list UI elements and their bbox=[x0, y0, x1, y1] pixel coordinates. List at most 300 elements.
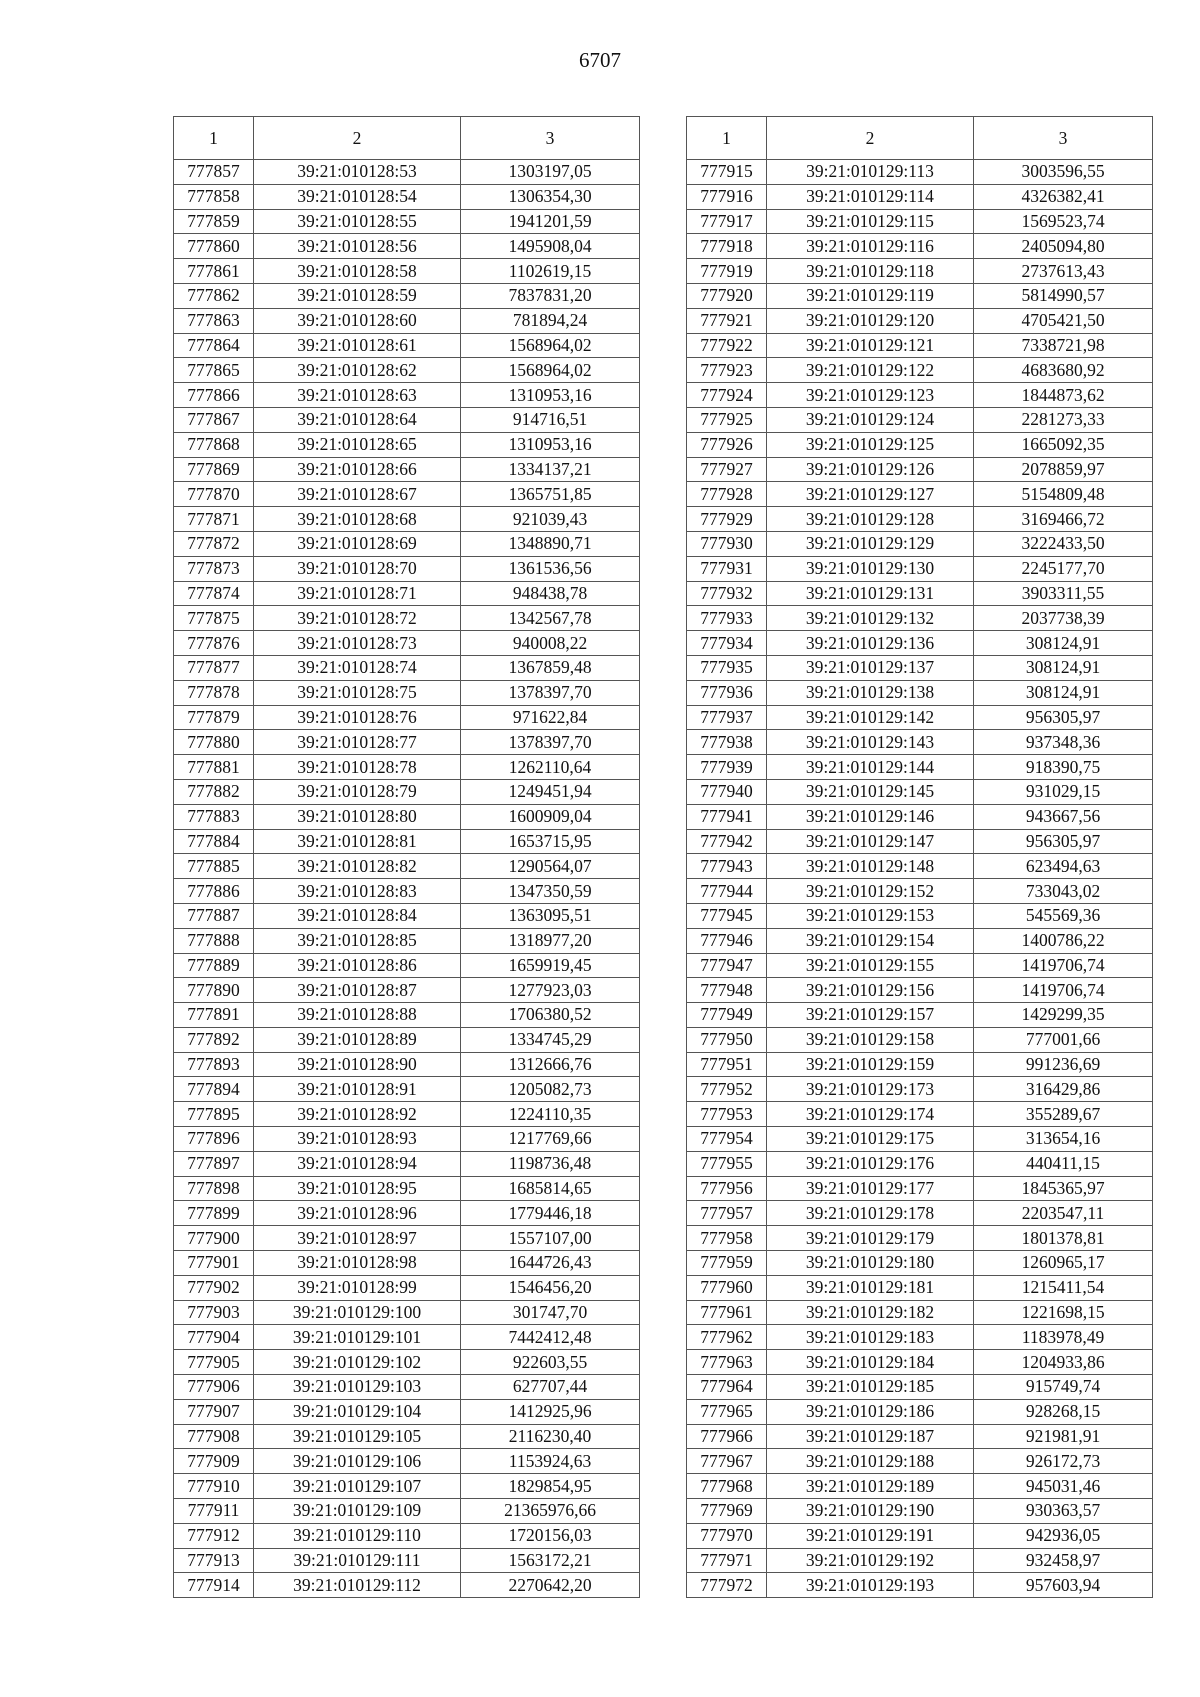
value-cell: 1685814,65 bbox=[461, 1176, 640, 1201]
value-cell: 1224110,35 bbox=[461, 1102, 640, 1127]
value-cell: 1365751,85 bbox=[461, 482, 640, 507]
value-cell: 2245177,70 bbox=[974, 556, 1153, 581]
cadastral-number-cell: 39:21:010129:143 bbox=[767, 730, 974, 755]
row-number-cell: 777944 bbox=[687, 879, 767, 904]
table-row bbox=[687, 1350, 1153, 1375]
row-number-cell: 777956 bbox=[687, 1176, 767, 1201]
cadastral-number-cell: 39:21:010128:82 bbox=[254, 854, 461, 879]
row-number-cell: 777895 bbox=[174, 1102, 254, 1127]
value-cell: 1310953,16 bbox=[461, 432, 640, 457]
value-cell: 1306354,30 bbox=[461, 184, 640, 209]
cadastral-number-cell: 39:21:010129:118 bbox=[767, 259, 974, 284]
table-row bbox=[174, 1325, 640, 1350]
value-cell: 1221698,15 bbox=[974, 1300, 1153, 1325]
table-row bbox=[174, 928, 640, 953]
value-cell: 1361536,56 bbox=[461, 556, 640, 581]
table-row bbox=[174, 1251, 640, 1276]
cadastral-number-cell: 39:21:010129:136 bbox=[767, 631, 974, 656]
row-number-cell: 777936 bbox=[687, 680, 767, 705]
value-cell: 921981,91 bbox=[974, 1424, 1153, 1449]
row-number-cell: 777867 bbox=[174, 407, 254, 432]
value-cell: 1260965,17 bbox=[974, 1251, 1153, 1276]
cadastral-number-cell: 39:21:010129:174 bbox=[767, 1102, 974, 1127]
table-row bbox=[687, 606, 1153, 631]
value-cell: 921039,43 bbox=[461, 507, 640, 532]
row-number-cell: 777872 bbox=[174, 531, 254, 556]
cadastral-number-cell: 39:21:010128:60 bbox=[254, 308, 461, 333]
table-row bbox=[687, 978, 1153, 1003]
row-number-cell: 777907 bbox=[174, 1399, 254, 1424]
value-cell: 545569,36 bbox=[974, 903, 1153, 928]
value-cell: 1801378,81 bbox=[974, 1226, 1153, 1251]
cadastral-number-cell: 39:21:010128:62 bbox=[254, 358, 461, 383]
row-number-cell: 777923 bbox=[687, 358, 767, 383]
value-cell: 1568964,02 bbox=[461, 333, 640, 358]
table-row bbox=[174, 1300, 640, 1325]
row-number-cell: 777970 bbox=[687, 1523, 767, 1548]
cadastral-number-cell: 39:21:010129:126 bbox=[767, 457, 974, 482]
table-row bbox=[687, 209, 1153, 234]
value-cell: 2116230,40 bbox=[461, 1424, 640, 1449]
cadastral-number-cell: 39:21:010128:58 bbox=[254, 259, 461, 284]
value-cell: 1348890,71 bbox=[461, 531, 640, 556]
value-cell: 627707,44 bbox=[461, 1375, 640, 1400]
row-number-cell: 777892 bbox=[174, 1027, 254, 1052]
row-number-cell: 777917 bbox=[687, 209, 767, 234]
value-cell: 1215411,54 bbox=[974, 1275, 1153, 1300]
row-number-cell: 777904 bbox=[174, 1325, 254, 1350]
column-header-2: 2 bbox=[254, 117, 461, 160]
row-number-cell: 777948 bbox=[687, 978, 767, 1003]
cadastral-number-cell: 39:21:010128:81 bbox=[254, 829, 461, 854]
row-number-cell: 777964 bbox=[687, 1375, 767, 1400]
cadastral-number-cell: 39:21:010129:137 bbox=[767, 655, 974, 680]
value-cell: 1412925,96 bbox=[461, 1399, 640, 1424]
cadastral-number-cell: 39:21:010128:67 bbox=[254, 482, 461, 507]
value-cell: 948438,78 bbox=[461, 581, 640, 606]
row-number-cell: 777947 bbox=[687, 953, 767, 978]
row-number-cell: 777943 bbox=[687, 854, 767, 879]
table-row bbox=[687, 1424, 1153, 1449]
row-number-cell: 777888 bbox=[174, 928, 254, 953]
row-number-cell: 777945 bbox=[687, 903, 767, 928]
value-cell: 1342567,78 bbox=[461, 606, 640, 631]
cadastral-number-cell: 39:21:010129:190 bbox=[767, 1499, 974, 1524]
row-number-cell: 777870 bbox=[174, 482, 254, 507]
cadastral-number-cell: 39:21:010129:125 bbox=[767, 432, 974, 457]
cadastral-number-cell: 39:21:010128:86 bbox=[254, 953, 461, 978]
cadastral-number-cell: 39:21:010129:123 bbox=[767, 383, 974, 408]
value-cell: 915749,74 bbox=[974, 1375, 1153, 1400]
cadastral-number-cell: 39:21:010129:144 bbox=[767, 755, 974, 780]
table-row bbox=[174, 407, 640, 432]
value-cell: 1600909,04 bbox=[461, 804, 640, 829]
cadastral-number-cell: 39:21:010129:158 bbox=[767, 1027, 974, 1052]
row-number-cell: 777864 bbox=[174, 333, 254, 358]
value-cell: 943667,56 bbox=[974, 804, 1153, 829]
cadastral-number-cell: 39:21:010128:75 bbox=[254, 680, 461, 705]
cadastral-number-cell: 39:21:010129:119 bbox=[767, 283, 974, 308]
row-number-cell: 777963 bbox=[687, 1350, 767, 1375]
row-number-cell: 777877 bbox=[174, 655, 254, 680]
table-row bbox=[174, 655, 640, 680]
value-cell: 1563172,21 bbox=[461, 1548, 640, 1573]
table-row bbox=[687, 160, 1153, 185]
table-row bbox=[174, 1201, 640, 1226]
table-row bbox=[687, 1052, 1153, 1077]
cadastral-number-cell: 39:21:010128:91 bbox=[254, 1077, 461, 1102]
row-number-cell: 777939 bbox=[687, 755, 767, 780]
value-cell: 2203547,11 bbox=[974, 1201, 1153, 1226]
value-cell: 1205082,73 bbox=[461, 1077, 640, 1102]
cadastral-number-cell: 39:21:010129:191 bbox=[767, 1523, 974, 1548]
table-row bbox=[687, 903, 1153, 928]
cadastral-number-cell: 39:21:010129:110 bbox=[254, 1523, 461, 1548]
cadastral-number-cell: 39:21:010129:122 bbox=[767, 358, 974, 383]
table-row bbox=[687, 308, 1153, 333]
table-row bbox=[687, 730, 1153, 755]
value-cell: 1378397,70 bbox=[461, 680, 640, 705]
row-number-cell: 777951 bbox=[687, 1052, 767, 1077]
table-row bbox=[174, 631, 640, 656]
value-cell: 1653715,95 bbox=[461, 829, 640, 854]
left-table bbox=[173, 116, 640, 1598]
cadastral-number-cell: 39:21:010129:147 bbox=[767, 829, 974, 854]
table-row bbox=[174, 705, 640, 730]
value-cell: 1102619,15 bbox=[461, 259, 640, 284]
row-number-cell: 777873 bbox=[174, 556, 254, 581]
value-cell: 5154809,48 bbox=[974, 482, 1153, 507]
header-row bbox=[687, 117, 1153, 160]
right-table bbox=[686, 116, 1153, 1598]
row-number-cell: 777941 bbox=[687, 804, 767, 829]
row-number-cell: 777921 bbox=[687, 308, 767, 333]
table-row bbox=[174, 1226, 640, 1251]
value-cell: 957603,94 bbox=[974, 1573, 1153, 1598]
cadastral-number-cell: 39:21:010128:92 bbox=[254, 1102, 461, 1127]
left-table-body bbox=[174, 160, 640, 1598]
table-row bbox=[687, 779, 1153, 804]
cadastral-number-cell: 39:21:010128:97 bbox=[254, 1226, 461, 1251]
cadastral-number-cell: 39:21:010128:98 bbox=[254, 1251, 461, 1276]
table-row bbox=[687, 1375, 1153, 1400]
value-cell: 1290564,07 bbox=[461, 854, 640, 879]
table-row bbox=[174, 1548, 640, 1573]
table-row bbox=[174, 308, 640, 333]
table-row bbox=[687, 358, 1153, 383]
value-cell: 2078859,97 bbox=[974, 457, 1153, 482]
row-number-cell: 777912 bbox=[174, 1523, 254, 1548]
row-number-cell: 777932 bbox=[687, 581, 767, 606]
row-number-cell: 777966 bbox=[687, 1424, 767, 1449]
row-number-cell: 777953 bbox=[687, 1102, 767, 1127]
row-number-cell: 777937 bbox=[687, 705, 767, 730]
row-number-cell: 777903 bbox=[174, 1300, 254, 1325]
value-cell: 1665092,35 bbox=[974, 432, 1153, 457]
value-cell: 930363,57 bbox=[974, 1499, 1153, 1524]
table-row bbox=[687, 1151, 1153, 1176]
row-number-cell: 777969 bbox=[687, 1499, 767, 1524]
row-number-cell: 777929 bbox=[687, 507, 767, 532]
cadastral-number-cell: 39:21:010129:159 bbox=[767, 1052, 974, 1077]
cadastral-number-cell: 39:21:010129:181 bbox=[767, 1275, 974, 1300]
row-number-cell: 777958 bbox=[687, 1226, 767, 1251]
row-number-cell: 777881 bbox=[174, 755, 254, 780]
row-number-cell: 777927 bbox=[687, 457, 767, 482]
row-number-cell: 777874 bbox=[174, 581, 254, 606]
value-cell: 1845365,97 bbox=[974, 1176, 1153, 1201]
row-number-cell: 777868 bbox=[174, 432, 254, 457]
cadastral-number-cell: 39:21:010129:177 bbox=[767, 1176, 974, 1201]
row-number-cell: 777959 bbox=[687, 1251, 767, 1276]
header-row bbox=[174, 117, 640, 160]
value-cell: 932458,97 bbox=[974, 1548, 1153, 1573]
row-number-cell: 777901 bbox=[174, 1251, 254, 1276]
cadastral-number-cell: 39:21:010129:189 bbox=[767, 1474, 974, 1499]
cadastral-number-cell: 39:21:010129:105 bbox=[254, 1424, 461, 1449]
value-cell: 926172,73 bbox=[974, 1449, 1153, 1474]
cadastral-number-cell: 39:21:010129:192 bbox=[767, 1548, 974, 1573]
cadastral-number-cell: 39:21:010128:71 bbox=[254, 581, 461, 606]
value-cell: 1204933,86 bbox=[974, 1350, 1153, 1375]
value-cell: 1249451,94 bbox=[461, 779, 640, 804]
row-number-cell: 777930 bbox=[687, 531, 767, 556]
table-row bbox=[174, 1573, 640, 1598]
cadastral-number-cell: 39:21:010129:120 bbox=[767, 308, 974, 333]
table-row bbox=[174, 1077, 640, 1102]
row-number-cell: 777859 bbox=[174, 209, 254, 234]
cadastral-number-cell: 39:21:010129:138 bbox=[767, 680, 974, 705]
table-row bbox=[687, 1399, 1153, 1424]
table-row bbox=[174, 160, 640, 185]
value-cell: 2281273,33 bbox=[974, 407, 1153, 432]
value-cell: 931029,15 bbox=[974, 779, 1153, 804]
table-row bbox=[174, 1102, 640, 1127]
table-row bbox=[174, 1449, 640, 1474]
table-row bbox=[687, 1474, 1153, 1499]
cadastral-number-cell: 39:21:010129:130 bbox=[767, 556, 974, 581]
cadastral-number-cell: 39:21:010129:175 bbox=[767, 1127, 974, 1152]
cadastral-number-cell: 39:21:010129:132 bbox=[767, 606, 974, 631]
table-row bbox=[174, 1127, 640, 1152]
table-row bbox=[174, 1523, 640, 1548]
cadastral-number-cell: 39:21:010129:113 bbox=[767, 160, 974, 185]
cadastral-number-cell: 39:21:010128:74 bbox=[254, 655, 461, 680]
table-row bbox=[687, 879, 1153, 904]
row-number-cell: 777896 bbox=[174, 1127, 254, 1152]
value-cell: 940008,22 bbox=[461, 631, 640, 656]
cadastral-number-cell: 39:21:010129:114 bbox=[767, 184, 974, 209]
row-number-cell: 777861 bbox=[174, 259, 254, 284]
cadastral-number-cell: 39:21:010129:183 bbox=[767, 1325, 974, 1350]
value-cell: 4705421,50 bbox=[974, 308, 1153, 333]
value-cell: 1183978,49 bbox=[974, 1325, 1153, 1350]
row-number-cell: 777968 bbox=[687, 1474, 767, 1499]
row-number-cell: 777934 bbox=[687, 631, 767, 656]
cadastral-number-cell: 39:21:010128:65 bbox=[254, 432, 461, 457]
cadastral-number-cell: 39:21:010129:193 bbox=[767, 1573, 974, 1598]
value-cell: 355289,67 bbox=[974, 1102, 1153, 1127]
value-cell: 5814990,57 bbox=[974, 283, 1153, 308]
table-row bbox=[687, 1003, 1153, 1028]
row-number-cell: 777915 bbox=[687, 160, 767, 185]
cadastral-number-cell: 39:21:010128:70 bbox=[254, 556, 461, 581]
cadastral-number-cell: 39:21:010128:84 bbox=[254, 903, 461, 928]
table-row bbox=[174, 879, 640, 904]
cadastral-number-cell: 39:21:010128:53 bbox=[254, 160, 461, 185]
table-row bbox=[174, 680, 640, 705]
value-cell: 1829854,95 bbox=[461, 1474, 640, 1499]
table-row bbox=[687, 407, 1153, 432]
column-header-1: 1 bbox=[687, 117, 767, 160]
row-number-cell: 777905 bbox=[174, 1350, 254, 1375]
row-number-cell: 777862 bbox=[174, 283, 254, 308]
cadastral-number-cell: 39:21:010129:155 bbox=[767, 953, 974, 978]
table-row bbox=[174, 1499, 640, 1524]
cadastral-number-cell: 39:21:010129:103 bbox=[254, 1375, 461, 1400]
row-number-cell: 777884 bbox=[174, 829, 254, 854]
value-cell: 945031,46 bbox=[974, 1474, 1153, 1499]
value-cell: 971622,84 bbox=[461, 705, 640, 730]
row-number-cell: 777871 bbox=[174, 507, 254, 532]
cadastral-number-cell: 39:21:010129:173 bbox=[767, 1077, 974, 1102]
row-number-cell: 777928 bbox=[687, 482, 767, 507]
row-number-cell: 777913 bbox=[174, 1548, 254, 1573]
cadastral-number-cell: 39:21:010129:145 bbox=[767, 779, 974, 804]
row-number-cell: 777882 bbox=[174, 779, 254, 804]
table-row bbox=[174, 829, 640, 854]
value-cell: 1844873,62 bbox=[974, 383, 1153, 408]
value-cell: 1312666,76 bbox=[461, 1052, 640, 1077]
row-number-cell: 777962 bbox=[687, 1325, 767, 1350]
row-number-cell: 777910 bbox=[174, 1474, 254, 1499]
value-cell: 918390,75 bbox=[974, 755, 1153, 780]
table-row bbox=[174, 234, 640, 259]
row-number-cell: 777961 bbox=[687, 1300, 767, 1325]
cadastral-number-cell: 39:21:010129:109 bbox=[254, 1499, 461, 1524]
table-row bbox=[687, 1499, 1153, 1524]
table-row bbox=[174, 1151, 640, 1176]
value-cell: 4326382,41 bbox=[974, 184, 1153, 209]
cadastral-number-cell: 39:21:010129:156 bbox=[767, 978, 974, 1003]
cadastral-number-cell: 39:21:010129:102 bbox=[254, 1350, 461, 1375]
row-number-cell: 777967 bbox=[687, 1449, 767, 1474]
value-cell: 1706380,52 bbox=[461, 1003, 640, 1028]
table-row bbox=[687, 333, 1153, 358]
cadastral-number-cell: 39:21:010129:187 bbox=[767, 1424, 974, 1449]
table-row bbox=[687, 184, 1153, 209]
page-number: 6707 bbox=[579, 48, 621, 72]
cadastral-number-cell: 39:21:010128:99 bbox=[254, 1275, 461, 1300]
table-row bbox=[174, 581, 640, 606]
table-row bbox=[687, 383, 1153, 408]
table-row bbox=[687, 507, 1153, 532]
row-number-cell: 777909 bbox=[174, 1449, 254, 1474]
cadastral-number-cell: 39:21:010129:131 bbox=[767, 581, 974, 606]
row-number-cell: 777971 bbox=[687, 1548, 767, 1573]
value-cell: 1644726,43 bbox=[461, 1251, 640, 1276]
value-cell: 308124,91 bbox=[974, 680, 1153, 705]
column-header-3: 3 bbox=[974, 117, 1153, 160]
value-cell: 1779446,18 bbox=[461, 1201, 640, 1226]
row-number-cell: 777887 bbox=[174, 903, 254, 928]
cadastral-number-cell: 39:21:010129:107 bbox=[254, 1474, 461, 1499]
cadastral-number-cell: 39:21:010129:124 bbox=[767, 407, 974, 432]
value-cell: 928268,15 bbox=[974, 1399, 1153, 1424]
row-number-cell: 777885 bbox=[174, 854, 254, 879]
row-number-cell: 777918 bbox=[687, 234, 767, 259]
table-row bbox=[174, 1350, 640, 1375]
table-row bbox=[687, 1127, 1153, 1152]
table-row bbox=[174, 953, 640, 978]
cadastral-number-cell: 39:21:010129:127 bbox=[767, 482, 974, 507]
table-row bbox=[174, 531, 640, 556]
value-cell: 1334137,21 bbox=[461, 457, 640, 482]
table-row bbox=[174, 482, 640, 507]
row-number-cell: 777972 bbox=[687, 1573, 767, 1598]
cadastral-number-cell: 39:21:010128:87 bbox=[254, 978, 461, 1003]
cadastral-number-cell: 39:21:010128:59 bbox=[254, 283, 461, 308]
cadastral-number-cell: 39:21:010128:85 bbox=[254, 928, 461, 953]
value-cell: 1363095,51 bbox=[461, 903, 640, 928]
value-cell: 313654,16 bbox=[974, 1127, 1153, 1152]
cadastral-number-cell: 39:21:010128:90 bbox=[254, 1052, 461, 1077]
column-header-1: 1 bbox=[174, 117, 254, 160]
row-number-cell: 777886 bbox=[174, 879, 254, 904]
table-row bbox=[174, 1003, 640, 1028]
value-cell: 308124,91 bbox=[974, 655, 1153, 680]
cadastral-number-cell: 39:21:010128:63 bbox=[254, 383, 461, 408]
value-cell: 956305,97 bbox=[974, 705, 1153, 730]
cadastral-number-cell: 39:21:010128:56 bbox=[254, 234, 461, 259]
table-row bbox=[174, 1275, 640, 1300]
value-cell: 301747,70 bbox=[461, 1300, 640, 1325]
cadastral-number-cell: 39:21:010129:176 bbox=[767, 1151, 974, 1176]
cadastral-number-cell: 39:21:010128:83 bbox=[254, 879, 461, 904]
table-row bbox=[687, 1077, 1153, 1102]
table-row bbox=[174, 556, 640, 581]
value-cell: 937348,36 bbox=[974, 730, 1153, 755]
row-number-cell: 777931 bbox=[687, 556, 767, 581]
cadastral-number-cell: 39:21:010128:96 bbox=[254, 1201, 461, 1226]
table-row bbox=[174, 755, 640, 780]
row-number-cell: 777938 bbox=[687, 730, 767, 755]
value-cell: 733043,02 bbox=[974, 879, 1153, 904]
cadastral-number-cell: 39:21:010129:184 bbox=[767, 1350, 974, 1375]
value-cell: 3003596,55 bbox=[974, 160, 1153, 185]
cadastral-number-cell: 39:21:010129:115 bbox=[767, 209, 974, 234]
value-cell: 1347350,59 bbox=[461, 879, 640, 904]
value-cell: 1378397,70 bbox=[461, 730, 640, 755]
table-row bbox=[687, 1226, 1153, 1251]
cadastral-number-cell: 39:21:010129:182 bbox=[767, 1300, 974, 1325]
value-cell: 781894,24 bbox=[461, 308, 640, 333]
value-cell: 2037738,39 bbox=[974, 606, 1153, 631]
value-cell: 914716,51 bbox=[461, 407, 640, 432]
cadastral-number-cell: 39:21:010128:68 bbox=[254, 507, 461, 532]
cadastral-number-cell: 39:21:010129:100 bbox=[254, 1300, 461, 1325]
row-number-cell: 777866 bbox=[174, 383, 254, 408]
row-number-cell: 777911 bbox=[174, 1499, 254, 1524]
table-row bbox=[687, 531, 1153, 556]
table-row bbox=[687, 1102, 1153, 1127]
table-row bbox=[687, 854, 1153, 879]
row-number-cell: 777863 bbox=[174, 308, 254, 333]
row-number-cell: 777914 bbox=[174, 1573, 254, 1598]
value-cell: 3169466,72 bbox=[974, 507, 1153, 532]
value-cell: 922603,55 bbox=[461, 1350, 640, 1375]
row-number-cell: 777906 bbox=[174, 1375, 254, 1400]
